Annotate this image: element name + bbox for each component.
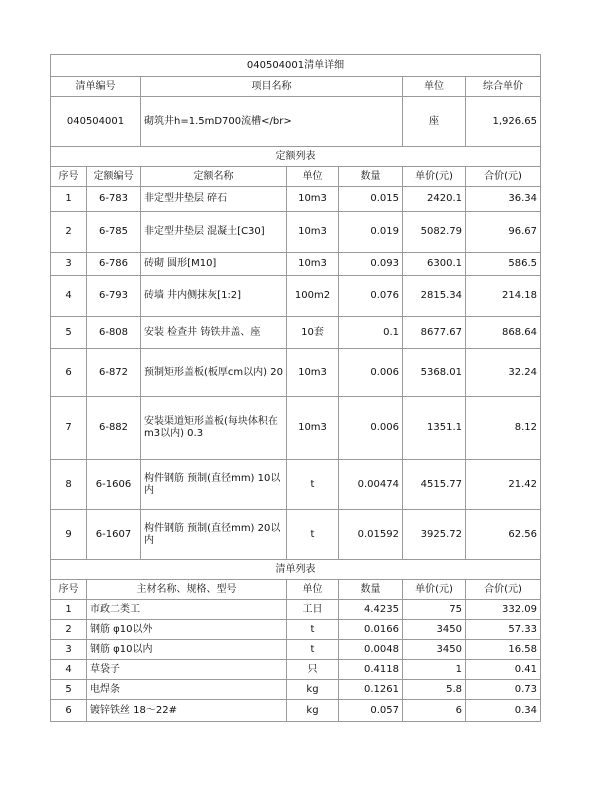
material-qty: 4.4235 bbox=[339, 600, 403, 620]
quota-name: 构件钢筋 预制(直径mm) 10以内 bbox=[141, 460, 287, 510]
quota-row bbox=[51, 510, 541, 560]
summary-header-unit: 单位 bbox=[403, 77, 466, 97]
material-name: 钢筋 φ10以外 bbox=[87, 620, 287, 640]
quota-row bbox=[51, 349, 541, 397]
material-header-seq: 序号 bbox=[51, 580, 87, 600]
summary-header-code: 清单编号 bbox=[51, 77, 141, 97]
material-header-total: 合价(元) bbox=[466, 580, 541, 600]
quota-header-price: 单价(元) bbox=[403, 167, 466, 187]
summary-header-name: 项目名称 bbox=[141, 77, 403, 97]
material-total: 16.58 bbox=[466, 640, 541, 660]
quota-name: 砖砌 圆形[M10] bbox=[141, 253, 287, 276]
quota-price: 2420.1 bbox=[403, 187, 466, 212]
material-price: 75 bbox=[403, 600, 466, 620]
quota-total: 32.24 bbox=[466, 349, 541, 397]
quota-qty: 0.00474 bbox=[339, 460, 403, 510]
quota-code: 6-786 bbox=[87, 253, 141, 276]
quota-name: 安装渠道矩形盖板(每块体积在m3以内) 0.3 bbox=[141, 397, 287, 460]
material-row bbox=[51, 600, 541, 620]
summary-header-price: 综合单价 bbox=[466, 77, 541, 97]
quota-price: 5082.79 bbox=[403, 212, 466, 253]
quota-row bbox=[51, 212, 541, 253]
quota-price: 8677.67 bbox=[403, 317, 466, 349]
quota-total: 36.34 bbox=[466, 187, 541, 212]
summary-unit: 座 bbox=[403, 97, 466, 147]
quota-seq: 9 bbox=[51, 510, 87, 560]
quota-code: 6-785 bbox=[87, 212, 141, 253]
material-row bbox=[51, 640, 541, 660]
material-section-title: 清单列表 bbox=[51, 560, 541, 580]
quota-row bbox=[51, 317, 541, 349]
material-total: 0.34 bbox=[466, 700, 541, 722]
material-row bbox=[51, 620, 541, 640]
quota-seq: 2 bbox=[51, 212, 87, 253]
quota-qty: 0.006 bbox=[339, 397, 403, 460]
material-unit: kg bbox=[287, 700, 339, 722]
material-seq: 1 bbox=[51, 600, 87, 620]
quota-total: 62.56 bbox=[466, 510, 541, 560]
quota-price: 4515.77 bbox=[403, 460, 466, 510]
quota-price: 3925.72 bbox=[403, 510, 466, 560]
quota-qty: 0.1 bbox=[339, 317, 403, 349]
quota-code: 6-872 bbox=[87, 349, 141, 397]
quota-price: 1351.1 bbox=[403, 397, 466, 460]
material-name: 钢筋 φ10以内 bbox=[87, 640, 287, 660]
material-qty: 0.4118 bbox=[339, 660, 403, 680]
material-total: 0.73 bbox=[466, 680, 541, 700]
material-header-unit: 单位 bbox=[287, 580, 339, 600]
material-total: 57.33 bbox=[466, 620, 541, 640]
bill-detail-table bbox=[50, 54, 541, 722]
material-row bbox=[51, 700, 541, 722]
material-seq: 3 bbox=[51, 640, 87, 660]
quota-code: 6-882 bbox=[87, 397, 141, 460]
quota-seq: 4 bbox=[51, 276, 87, 317]
quota-total: 586.5 bbox=[466, 253, 541, 276]
quota-name: 非定型井垫层 碎石 bbox=[141, 187, 287, 212]
material-header-name: 主材名称、规格、型号 bbox=[87, 580, 287, 600]
quota-price: 2815.34 bbox=[403, 276, 466, 317]
material-qty: 0.0048 bbox=[339, 640, 403, 660]
material-name: 电焊条 bbox=[87, 680, 287, 700]
quota-seq: 8 bbox=[51, 460, 87, 510]
quota-section-title: 定额列表 bbox=[51, 147, 541, 167]
quota-unit: t bbox=[287, 510, 339, 560]
quota-header-unit: 单位 bbox=[287, 167, 339, 187]
quota-unit: 10套 bbox=[287, 317, 339, 349]
quota-code: 6-783 bbox=[87, 187, 141, 212]
quota-total: 8.12 bbox=[466, 397, 541, 460]
quota-qty: 0.093 bbox=[339, 253, 403, 276]
quota-unit: 100m2 bbox=[287, 276, 339, 317]
table-title: 040504001清单详细 bbox=[51, 55, 541, 77]
quota-name: 构件钢筋 预制(直径mm) 20以内 bbox=[141, 510, 287, 560]
material-name: 市政二类工 bbox=[87, 600, 287, 620]
quota-name: 非定型井垫层 混凝土[C30] bbox=[141, 212, 287, 253]
quota-row bbox=[51, 276, 541, 317]
material-name: 草袋子 bbox=[87, 660, 287, 680]
quota-unit: 10m3 bbox=[287, 187, 339, 212]
quota-code: 6-1606 bbox=[87, 460, 141, 510]
quota-name: 预制矩形盖板(板厚cm以内) 20 bbox=[141, 349, 287, 397]
quota-name: 砖墙 井内侧抹灰[1:2] bbox=[141, 276, 287, 317]
material-price: 3450 bbox=[403, 620, 466, 640]
summary-code: 040504001 bbox=[51, 97, 141, 147]
quota-total: 214.18 bbox=[466, 276, 541, 317]
quota-qty: 0.015 bbox=[339, 187, 403, 212]
summary-name: 砌筑井h=1.5mD700流槽</br> bbox=[141, 97, 403, 147]
material-price: 3450 bbox=[403, 640, 466, 660]
quota-total: 21.42 bbox=[466, 460, 541, 510]
quota-qty: 0.076 bbox=[339, 276, 403, 317]
quota-seq: 7 bbox=[51, 397, 87, 460]
quota-total: 96.67 bbox=[466, 212, 541, 253]
material-unit: 工日 bbox=[287, 600, 339, 620]
quota-seq: 3 bbox=[51, 253, 87, 276]
quota-name: 安装 检查井 铸铁井盖、座 bbox=[141, 317, 287, 349]
material-qty: 0.1261 bbox=[339, 680, 403, 700]
quota-unit: 10m3 bbox=[287, 397, 339, 460]
material-total: 332.09 bbox=[466, 600, 541, 620]
quota-seq: 1 bbox=[51, 187, 87, 212]
material-qty: 0.057 bbox=[339, 700, 403, 722]
quota-header-qty: 数量 bbox=[339, 167, 403, 187]
material-price: 6 bbox=[403, 700, 466, 722]
material-seq: 5 bbox=[51, 680, 87, 700]
quota-price: 5368.01 bbox=[403, 349, 466, 397]
material-seq: 6 bbox=[51, 700, 87, 722]
quota-header-name: 定额名称 bbox=[141, 167, 287, 187]
material-qty: 0.0166 bbox=[339, 620, 403, 640]
material-seq: 2 bbox=[51, 620, 87, 640]
quota-price: 6300.1 bbox=[403, 253, 466, 276]
quota-qty: 0.006 bbox=[339, 349, 403, 397]
material-name: 镀锌铁丝 18～22# bbox=[87, 700, 287, 722]
material-seq: 4 bbox=[51, 660, 87, 680]
quota-qty: 0.019 bbox=[339, 212, 403, 253]
quota-header-seq: 序号 bbox=[51, 167, 87, 187]
quota-header-code: 定额编号 bbox=[87, 167, 141, 187]
material-price: 1 bbox=[403, 660, 466, 680]
material-unit: 只 bbox=[287, 660, 339, 680]
quota-row bbox=[51, 460, 541, 510]
quota-code: 6-808 bbox=[87, 317, 141, 349]
material-row bbox=[51, 680, 541, 700]
quota-row bbox=[51, 253, 541, 276]
quota-row bbox=[51, 397, 541, 460]
quota-code: 6-1607 bbox=[87, 510, 141, 560]
material-unit: kg bbox=[287, 680, 339, 700]
quota-row bbox=[51, 187, 541, 212]
quota-header-total: 合价(元) bbox=[466, 167, 541, 187]
material-row bbox=[51, 660, 541, 680]
quota-code: 6-793 bbox=[87, 276, 141, 317]
material-unit: t bbox=[287, 640, 339, 660]
quota-seq: 5 bbox=[51, 317, 87, 349]
quota-qty: 0.01592 bbox=[339, 510, 403, 560]
quota-unit: t bbox=[287, 460, 339, 510]
quota-total: 868.64 bbox=[466, 317, 541, 349]
material-unit: t bbox=[287, 620, 339, 640]
material-header-qty: 数量 bbox=[339, 580, 403, 600]
quota-seq: 6 bbox=[51, 349, 87, 397]
quota-unit: 10m3 bbox=[287, 212, 339, 253]
summary-price: 1,926.65 bbox=[466, 97, 541, 147]
material-total: 0.41 bbox=[466, 660, 541, 680]
quota-unit: 10m3 bbox=[287, 253, 339, 276]
quota-unit: 10m3 bbox=[287, 349, 339, 397]
material-header-price: 单价(元) bbox=[403, 580, 466, 600]
material-price: 5.8 bbox=[403, 680, 466, 700]
